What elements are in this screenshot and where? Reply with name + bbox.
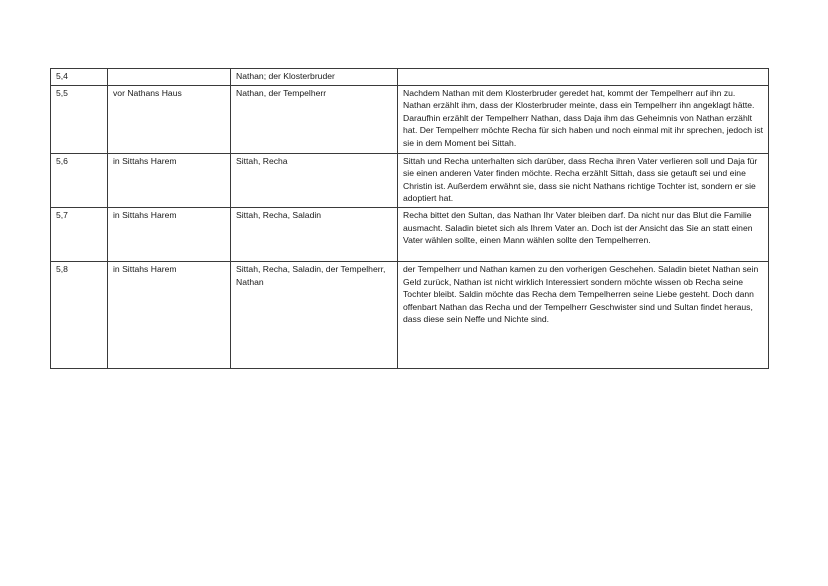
- table-row: [51, 261, 769, 368]
- table-row: [51, 69, 769, 86]
- persons-cell: Nathan; der Klosterbruder: [231, 69, 398, 86]
- persons-cell: Sittah, Recha, Saladin: [231, 207, 398, 261]
- place-cell: in Sittahs Harem: [108, 261, 231, 368]
- place-cell: [108, 69, 231, 86]
- place-cell: vor Nathans Haus: [108, 85, 231, 153]
- content-cell: der Tempelherr und Nathan kamen zu den vorherigen Geschehen. Saladin bietet Nathan sein Geld zurück, Nathan ist nicht wirklich Interessiert sondern möchte wissen ob Recha seine Tochter bleibt. Saldin möchte das Recha dem Tempelherren seine Liebe gesteht. Doch dann offenbart Nathan das Recha und der Tempelherr Geschwister sind und Sultan findet heraus, dass diese sein Neffe und Nichte sind.: [398, 261, 769, 368]
- place-cell: in Sittahs Harem: [108, 207, 231, 261]
- content-cell: [398, 69, 769, 86]
- scene-number-cell: 5,4: [51, 69, 108, 86]
- content-cell: Sittah und Recha unterhalten sich darüber, dass Recha ihren Vater verlieren soll und Daja für sie einen anderen Vater finden möchte. Recha erzählt Sittah, dass sie getauft sei und eine Christin ist. Außerdem erwähnt sie, dass sie nicht Nathans richtige Tochter ist, sondern er sie adoptiert hat.: [398, 153, 769, 207]
- table-row: [51, 153, 769, 207]
- scene-number-cell: 5,6: [51, 153, 108, 207]
- persons-cell: Nathan, der Tempelherr: [231, 85, 398, 153]
- place-cell: in Sittahs Harem: [108, 153, 231, 207]
- content-cell: Nachdem Nathan mit dem Klosterbruder geredet hat, kommt der Tempelherr auf ihn zu. Nathan erzählt ihm, dass der Klosterbruder meinte, dass ein Tempelherr ihn angeklagt hätte. Daraufhin erzählt der Tempelherr Nathan, dass Daja ihm das Geheimnis von Nathan erzählt hat. Der Tempelherr möchte Recha für sich haben und noch einmal mit ihr sprechen, jedoch ist sie in dem Moment bei Sittah.: [398, 85, 769, 153]
- scene-number-cell: 5,8: [51, 261, 108, 368]
- table-row: [51, 85, 769, 153]
- scene-number-cell: 5,5: [51, 85, 108, 153]
- persons-cell: Sittah, Recha: [231, 153, 398, 207]
- table-row: [51, 207, 769, 261]
- persons-cell: Sittah, Recha, Saladin, der Tempelherr, Nathan: [231, 261, 398, 368]
- scene-number-cell: 5,7: [51, 207, 108, 261]
- scene-table: [50, 68, 769, 369]
- content-cell: Recha bittet den Sultan, das Nathan Ihr Vater bleiben darf. Da nicht nur das Blut die Familie ausmacht. Saladin bietet sich als Ihrem Vater an. Doch ist der Ansicht das Sie an statt einen Vater wählen sollte, einen Mann wählen sollte den Tempelherren.: [398, 207, 769, 261]
